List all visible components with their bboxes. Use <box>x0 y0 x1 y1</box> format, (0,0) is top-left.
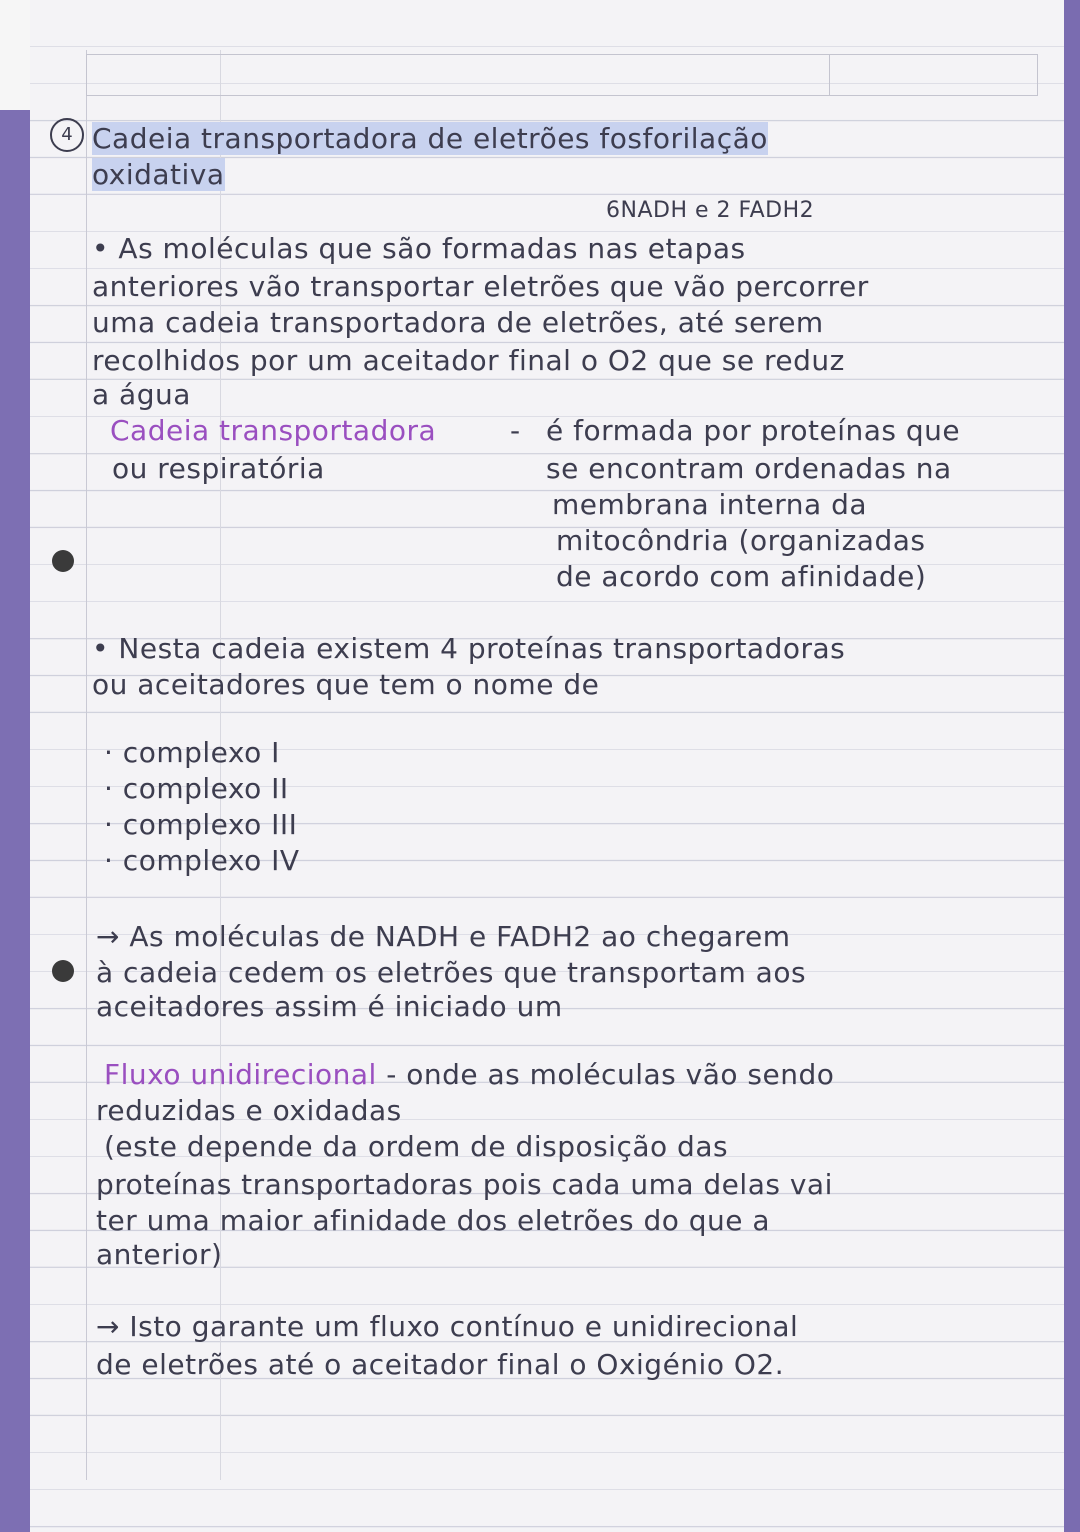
header-box <box>86 54 1038 96</box>
para1-line: a água <box>92 378 191 411</box>
para4-line: ter uma maior afinidade dos eletrões do que a <box>96 1204 771 1237</box>
para3-line: aceitadores assim é iniciado um <box>96 990 563 1023</box>
para4-line: reduzidas e oxidadas <box>96 1094 402 1127</box>
section-number: 4 <box>61 124 73 145</box>
title-line-2: oxidativa <box>92 158 225 191</box>
term2-label: Fluxo unidirecional <box>104 1058 377 1091</box>
complex-item: · complexo III <box>104 808 298 841</box>
term1-def-line: membrana interna da <box>552 488 868 521</box>
term1-def-line: de acordo com afinidade) <box>556 560 927 593</box>
para5-line: de eletrões até o aceitador final o Oxigénio O2. <box>96 1348 785 1381</box>
complex-item: · complexo II <box>104 772 289 805</box>
section-number-badge <box>50 118 84 152</box>
complex-item: · complexo IV <box>104 844 300 877</box>
para3-line: → As moléculas de NADH e FADH2 ao chegarem <box>96 920 791 953</box>
term1-def-line: é formada por proteínas que <box>546 414 961 447</box>
punch-hole <box>52 960 74 982</box>
title-line-1: Cadeia transportadora de eletrões fosforilação <box>92 122 768 155</box>
para1-line: recolhidos por um aceitador final o O2 que se reduz <box>92 344 845 377</box>
term1-def-line: se encontram ordenadas na <box>546 452 952 485</box>
punch-hole <box>52 550 74 572</box>
binder-right <box>1064 0 1080 1532</box>
para4-line: (este depende da ordem de disposição das <box>104 1130 729 1163</box>
term2-rest: - onde as moléculas vão sendo <box>376 1058 835 1091</box>
term1-label-line2: ou respiratória <box>112 452 325 485</box>
para2-line: ou aceitadores que tem o nome de <box>92 668 600 701</box>
para4-line: proteínas transportadoras pois cada uma delas vai <box>96 1168 833 1201</box>
para1-line: • As moléculas que são formadas nas etapas <box>92 232 746 265</box>
para5-line: → Isto garante um fluxo contínuo e unidirecional <box>96 1310 799 1343</box>
term1-dash: - <box>510 414 521 447</box>
para2-line: • Nesta cadeia existem 4 proteínas transportadoras <box>92 632 846 665</box>
binder-gap <box>0 0 30 110</box>
para1-line: uma cadeia transportadora de eletrões, até serem <box>92 306 824 339</box>
para3-line: à cadeia cedem os eletrões que transportam aos <box>96 956 807 989</box>
para4-line: anterior) <box>96 1238 223 1271</box>
term1-def-line: mitocôndria (organizadas <box>556 524 926 557</box>
para1-line: anteriores vão transportar eletrões que vão percorrer <box>92 270 869 303</box>
complex-item: · complexo I <box>104 736 280 769</box>
binder-left <box>0 110 30 1532</box>
term1-label: Cadeia transportadora <box>110 414 437 447</box>
margin-line <box>86 50 87 1480</box>
note-top: 6NADH e 2 FADH2 <box>606 198 815 223</box>
